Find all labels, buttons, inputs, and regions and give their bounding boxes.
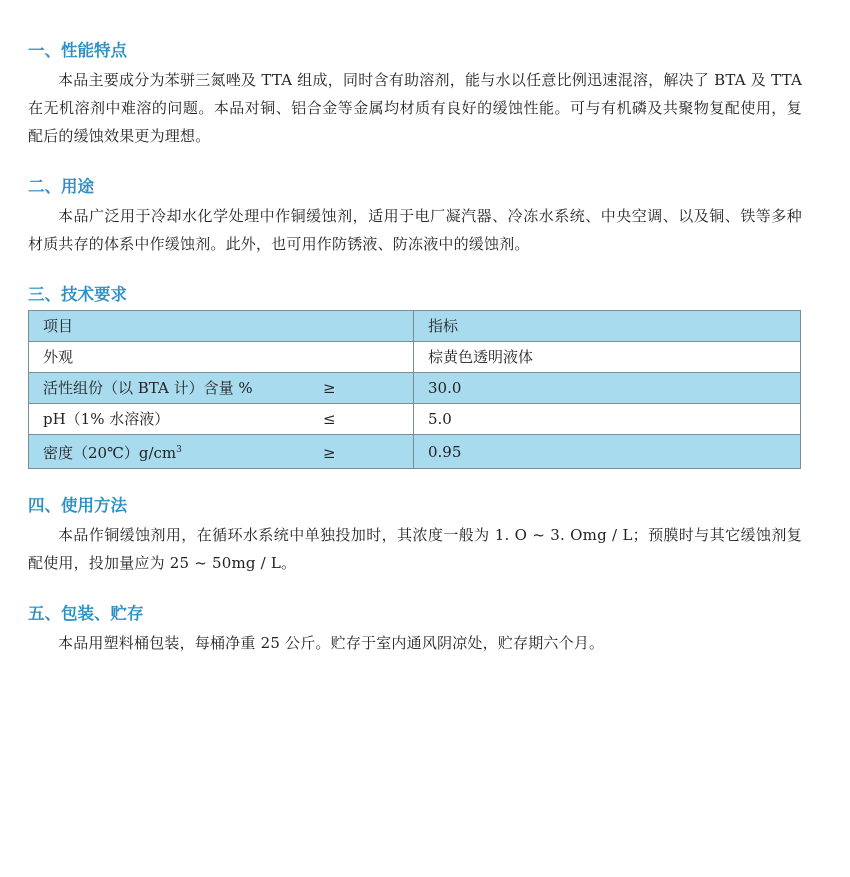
comparison-symbol: ≥ xyxy=(323,444,336,462)
section-heading: 四、使用方法 xyxy=(28,496,127,515)
section-paragraph: 本品广泛用于冷却水化学处理中作铜缓蚀剂，适用于电厂凝汽器、冷冻水系统、中央空调、以及铜、铁等多种材质共存的体系中作缓蚀剂。此外，也可用作防锈液、防冻液中的缓蚀剂。 xyxy=(28,207,802,253)
section-packaging-storage xyxy=(28,603,802,657)
section-usage-method xyxy=(28,495,802,577)
table-cell-item xyxy=(29,342,414,373)
table-row xyxy=(29,404,801,435)
item-name-text: 密度（20℃）g/cm xyxy=(43,444,177,462)
section-paragraph: 本品主要成分为苯骈三氮唑及 TTA 组成，同时含有助溶剂，能与水以任意比例迅速混溶，解决了 BTA 及 TTA 在无机溶剂中难溶的问题。本品对铜、铝合金等金属均材质有良好的缓蚀性能。可与有机磷及共聚物复配使用，复配后的缓蚀效果更为理想。 xyxy=(28,71,802,145)
superscript: 3 xyxy=(176,445,182,455)
table-header-item: 项目 xyxy=(29,311,414,342)
section-paragraph: 本品作铜缓蚀剂用，在循环水系统中单独投加时，其浓度一般为 1. O ~ 3. Omg / L；预膜时与其它缓蚀剂复配使用，投加量应为 25 ~ 50mg / L。 xyxy=(28,526,802,572)
item-name: 活性组份（以 BTA 计）含量 % xyxy=(43,379,253,397)
table-cell-value: 5.0 xyxy=(414,404,801,435)
item-name: 外观 xyxy=(43,348,74,366)
table-header-row xyxy=(29,311,801,342)
document-page xyxy=(28,40,802,683)
section-heading: 五、包装、贮存 xyxy=(28,604,144,623)
section-technical-requirements xyxy=(28,284,802,469)
table-cell-item xyxy=(29,435,414,469)
table-row xyxy=(29,373,801,404)
section-paragraph: 本品用塑料桶包装，每桶净重 25 公斤。贮存于室内通风阴凉处，贮存期六个月。 xyxy=(58,634,605,652)
comparison-symbol: ≥ xyxy=(323,379,336,397)
item-name xyxy=(43,435,323,468)
section-heading: 二、用途 xyxy=(28,177,94,196)
table-cell-value: 30.0 xyxy=(414,373,801,404)
comparison-symbol: ≤ xyxy=(323,410,336,428)
section-performance xyxy=(28,40,802,150)
table-cell-value: 棕黄色透明液体 xyxy=(414,342,801,373)
table-header-value: 指标 xyxy=(414,311,801,342)
table-row xyxy=(29,435,801,469)
table-cell-item xyxy=(29,373,414,404)
section-heading: 一、性能特点 xyxy=(28,41,127,60)
section-heading: 三、技术要求 xyxy=(28,285,127,304)
table-cell-value: 0.95 xyxy=(414,435,801,469)
section-usage xyxy=(28,176,802,258)
item-name: pH（1% 水溶液） xyxy=(43,410,170,428)
spec-table xyxy=(28,310,801,469)
table-cell-item xyxy=(29,404,414,435)
table-row xyxy=(29,342,801,373)
